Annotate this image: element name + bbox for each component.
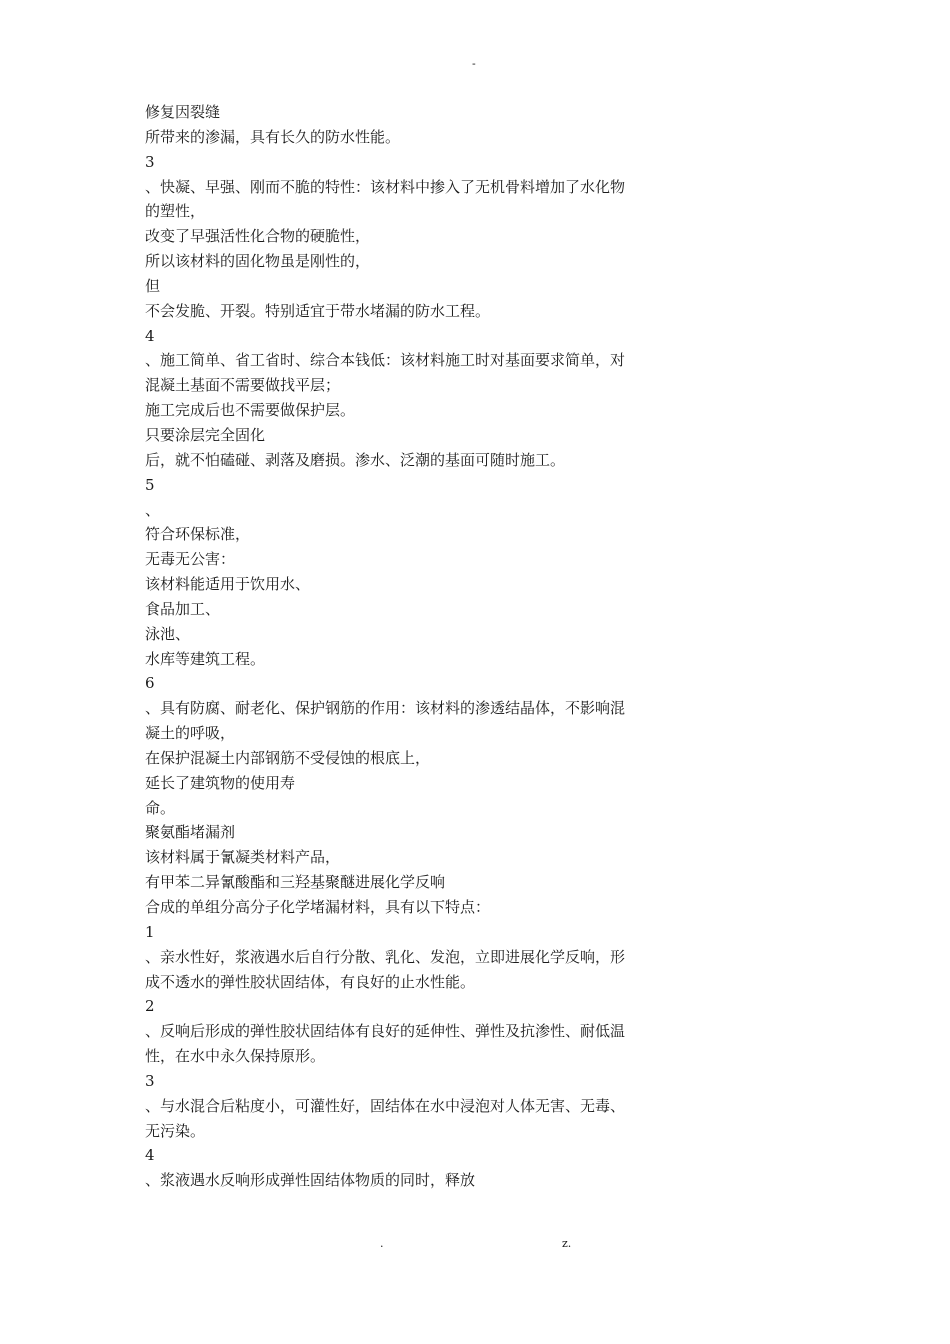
text-line: 2 bbox=[145, 997, 155, 1016]
text-line: 无污染。 bbox=[145, 1121, 206, 1140]
page-footer-right: z. bbox=[562, 1237, 572, 1250]
text-line: 3 bbox=[145, 1071, 155, 1090]
text-line: 、施工简单、省工省时、综合本钱低：该材料施工时对基面要求简单，对 bbox=[145, 351, 626, 370]
text-line: 合成的单组分高分子化学堵漏材料，具有以下特点： bbox=[145, 898, 491, 916]
text-line: 水库等建筑工程。 bbox=[145, 649, 266, 668]
text-line: 1 bbox=[145, 922, 155, 941]
text-line: 改变了早强活性化合物的硬脆性， bbox=[145, 227, 371, 246]
text-line: 延长了建筑物的使用寿 bbox=[145, 773, 296, 792]
text-line: 、具有防腐、耐老化、保护钢筋的作用：该材料的渗透结晶体，不影响混 bbox=[145, 699, 626, 718]
text-line: 不会发脆、开裂。特别适宜于带水堵漏的防水工程。 bbox=[145, 301, 491, 320]
text-line: 该材料能适用于饮用水、 bbox=[145, 575, 311, 594]
text-line: 、反响后形成的弹性胶状固结体有良好的延伸性、弹性及抗渗性、耐低温 bbox=[145, 1022, 626, 1041]
text-line: 混凝土基面不需要做找平层； bbox=[145, 376, 341, 395]
text-line: 食品加工、 bbox=[145, 599, 221, 618]
page-header-mark: - bbox=[472, 57, 476, 70]
text-line: 4 bbox=[145, 326, 155, 345]
text-line: 所以该材料的固化物虽是刚性的， bbox=[145, 252, 371, 271]
text-line: 只要涂层完全固化 bbox=[145, 425, 266, 444]
text-line: 、浆液遇水反响形成弹性固结体物质的同时，释放 bbox=[145, 1171, 476, 1190]
text-line: 成不透水的弹性胶状固结体，有良好的止水性能。 bbox=[145, 972, 476, 991]
text-line: 5 bbox=[145, 475, 155, 494]
text-line: 施工完成后也不需要做保护层。 bbox=[145, 401, 356, 420]
text-line: 该材料属于氰凝类材料产品， bbox=[145, 848, 341, 867]
text-line: 、与水混合后粘度小，可灌性好，固结体在水中浸泡对人体无害、无毒、 bbox=[145, 1096, 626, 1115]
text-line: 、亲水性好，浆液遇水后自行分散、乳化、发泡，立即进展化学反响，形 bbox=[145, 947, 626, 966]
document-body bbox=[145, 100, 690, 1193]
text-line: 的塑性， bbox=[145, 202, 206, 221]
text-line: 无毒无公害： bbox=[145, 550, 236, 569]
text-line: 泳池、 bbox=[145, 624, 191, 643]
text-line: 聚氨酯堵漏剂 bbox=[145, 823, 236, 842]
text-line: 所带来的渗漏，具有长久的防水性能。 bbox=[145, 127, 401, 146]
text-line: 、快凝、早强、刚而不脆的特性：该材料中掺入了无机骨料增加了水化物 bbox=[145, 177, 626, 196]
page-footer-left: . bbox=[380, 1237, 384, 1250]
text-line: 凝土的呼吸， bbox=[145, 724, 236, 743]
text-line: 有甲苯二异氰酸酯和三羟基聚醚进展化学反响 bbox=[145, 873, 446, 892]
text-line: 性，在水中永久保持原形。 bbox=[145, 1047, 326, 1066]
text-line: 6 bbox=[145, 674, 155, 693]
text-line: 后，就不怕磕碰、剥落及磨损。渗水、泛潮的基面可随时施工。 bbox=[145, 450, 566, 469]
text-line: 4 bbox=[145, 1146, 155, 1165]
text-line: 修复因裂缝 bbox=[145, 103, 221, 121]
text-line: 在保护混凝土内部钢筋不受侵蚀的根底上， bbox=[145, 748, 431, 767]
text-line: 命。 bbox=[145, 798, 176, 817]
text-line: 、 bbox=[145, 500, 161, 519]
text-line: 符合环保标准， bbox=[145, 525, 251, 544]
text-line: 但 bbox=[145, 276, 161, 295]
text-line: 3 bbox=[145, 152, 155, 171]
